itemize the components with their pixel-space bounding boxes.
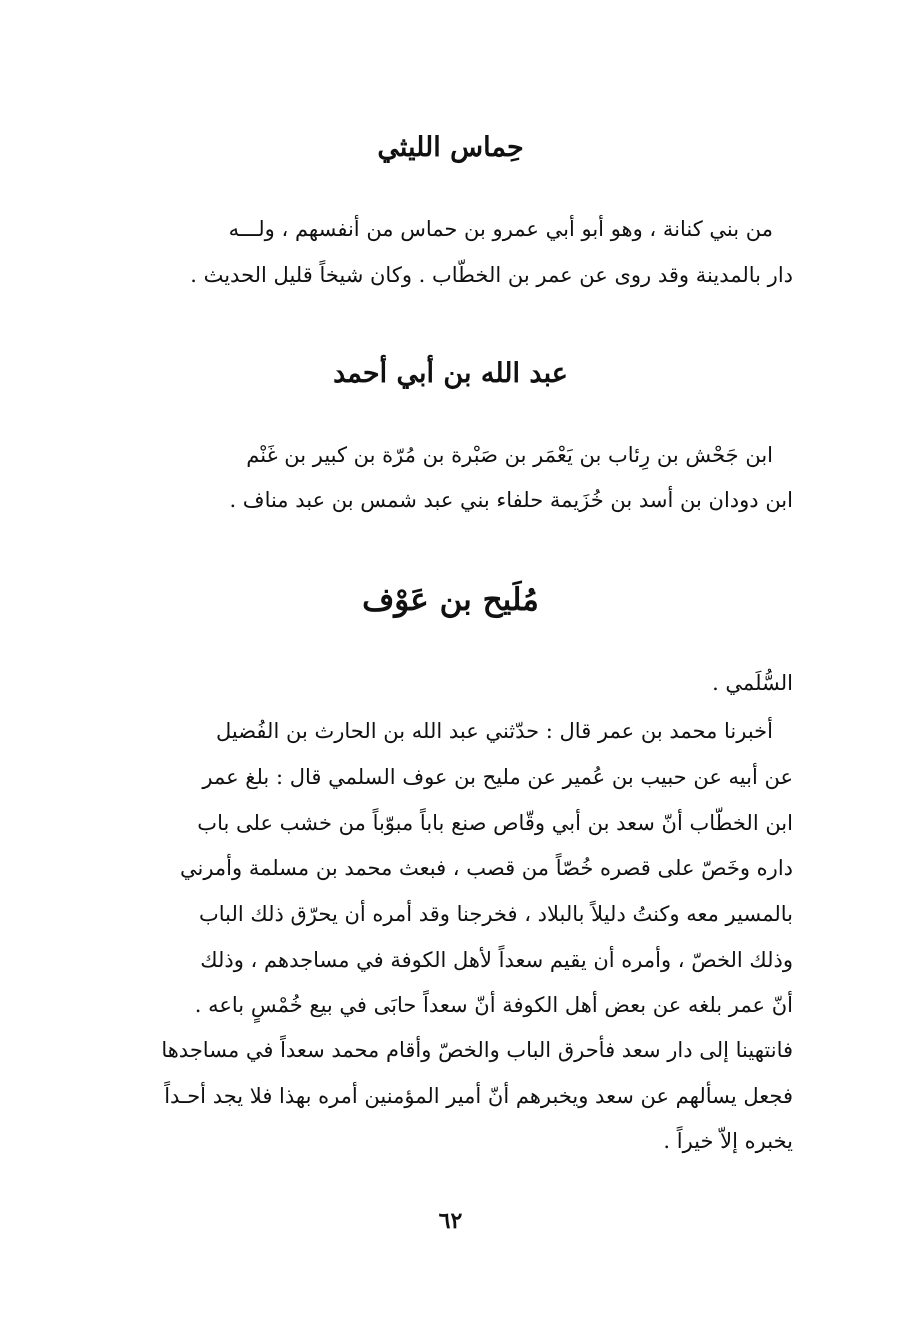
text-line: فجعل يسألهم عن سعد ويخبرهم أنّ أمير المؤمنين أمره بهذا فلا يجد أحـداً [164, 1084, 793, 1108]
text-line: ابن الخطّاب أنّ سعد بن أبي وقّاص صنع باباً مبوّباً من خشب على باب [197, 811, 793, 835]
page-number: ٦٢ [438, 1208, 463, 1234]
text-line: بالمسير معه وكنتُ دليلاً بالبلاد ، فخرجنا وقد أمره أن يحرّق ذلك الباب [198, 902, 793, 926]
text-line: داره وخَصّ على قصره خُصّاً من قصب ، فبعث محمد بن مسلمة وأمرني [180, 856, 793, 880]
text-line: من بني كنانة ، وهو أبو أبي عمرو بن حماس من أنفسهم ، ولـــه [228, 217, 773, 241]
text-line: أنّ عمر بلغه عن بعض أهل الكوفة أنّ سعداً حابَى في بيع خُمْسٍ باعه . [194, 993, 793, 1017]
text-line: أخبرنا محمد بن عمر قال : حدّثني عبد الله بن الحارث بن الفُضيل [215, 719, 773, 743]
text-line: عن أبيه عن حبيب بن عُمير عن مليح بن عوف السلمي قال : بلغ عمر [202, 765, 793, 789]
section-heading-himas: حِماس الليثي [377, 132, 524, 163]
section-heading-mulaih: مُلَيح بن عَوْف [362, 582, 539, 618]
text-line: فانتهينا إلى دار سعد فأحرق الباب والخصّ وأقام محمد سعداً في مساجدها [161, 1038, 793, 1062]
text-line: ابن دودان بن أسد بن خُزَيمة حلفاء بني عبد شمس بن عبد مناف . [229, 488, 793, 512]
text-line: دار بالمدينة وقد روى عن عمر بن الخطّاب . وكان شيخاً قليل الحديث . [190, 263, 793, 287]
text-line: السُّلَمي . [712, 671, 793, 695]
text-line: يخبره إلاّ خيراً . [663, 1129, 793, 1153]
text-line: وذلك الخصّ ، وأمره أن يقيم سعداً لأهل الكوفة في مساجدهم ، وذلك [200, 948, 793, 972]
section-heading-abdullah: عبد الله بن أبي أحمد [333, 358, 568, 389]
text-line: ابن جَحْش بن رِئاب بن يَعْمَر بن صَبْرة بن مُرّة بن كبير بن غَنْم [246, 443, 773, 467]
